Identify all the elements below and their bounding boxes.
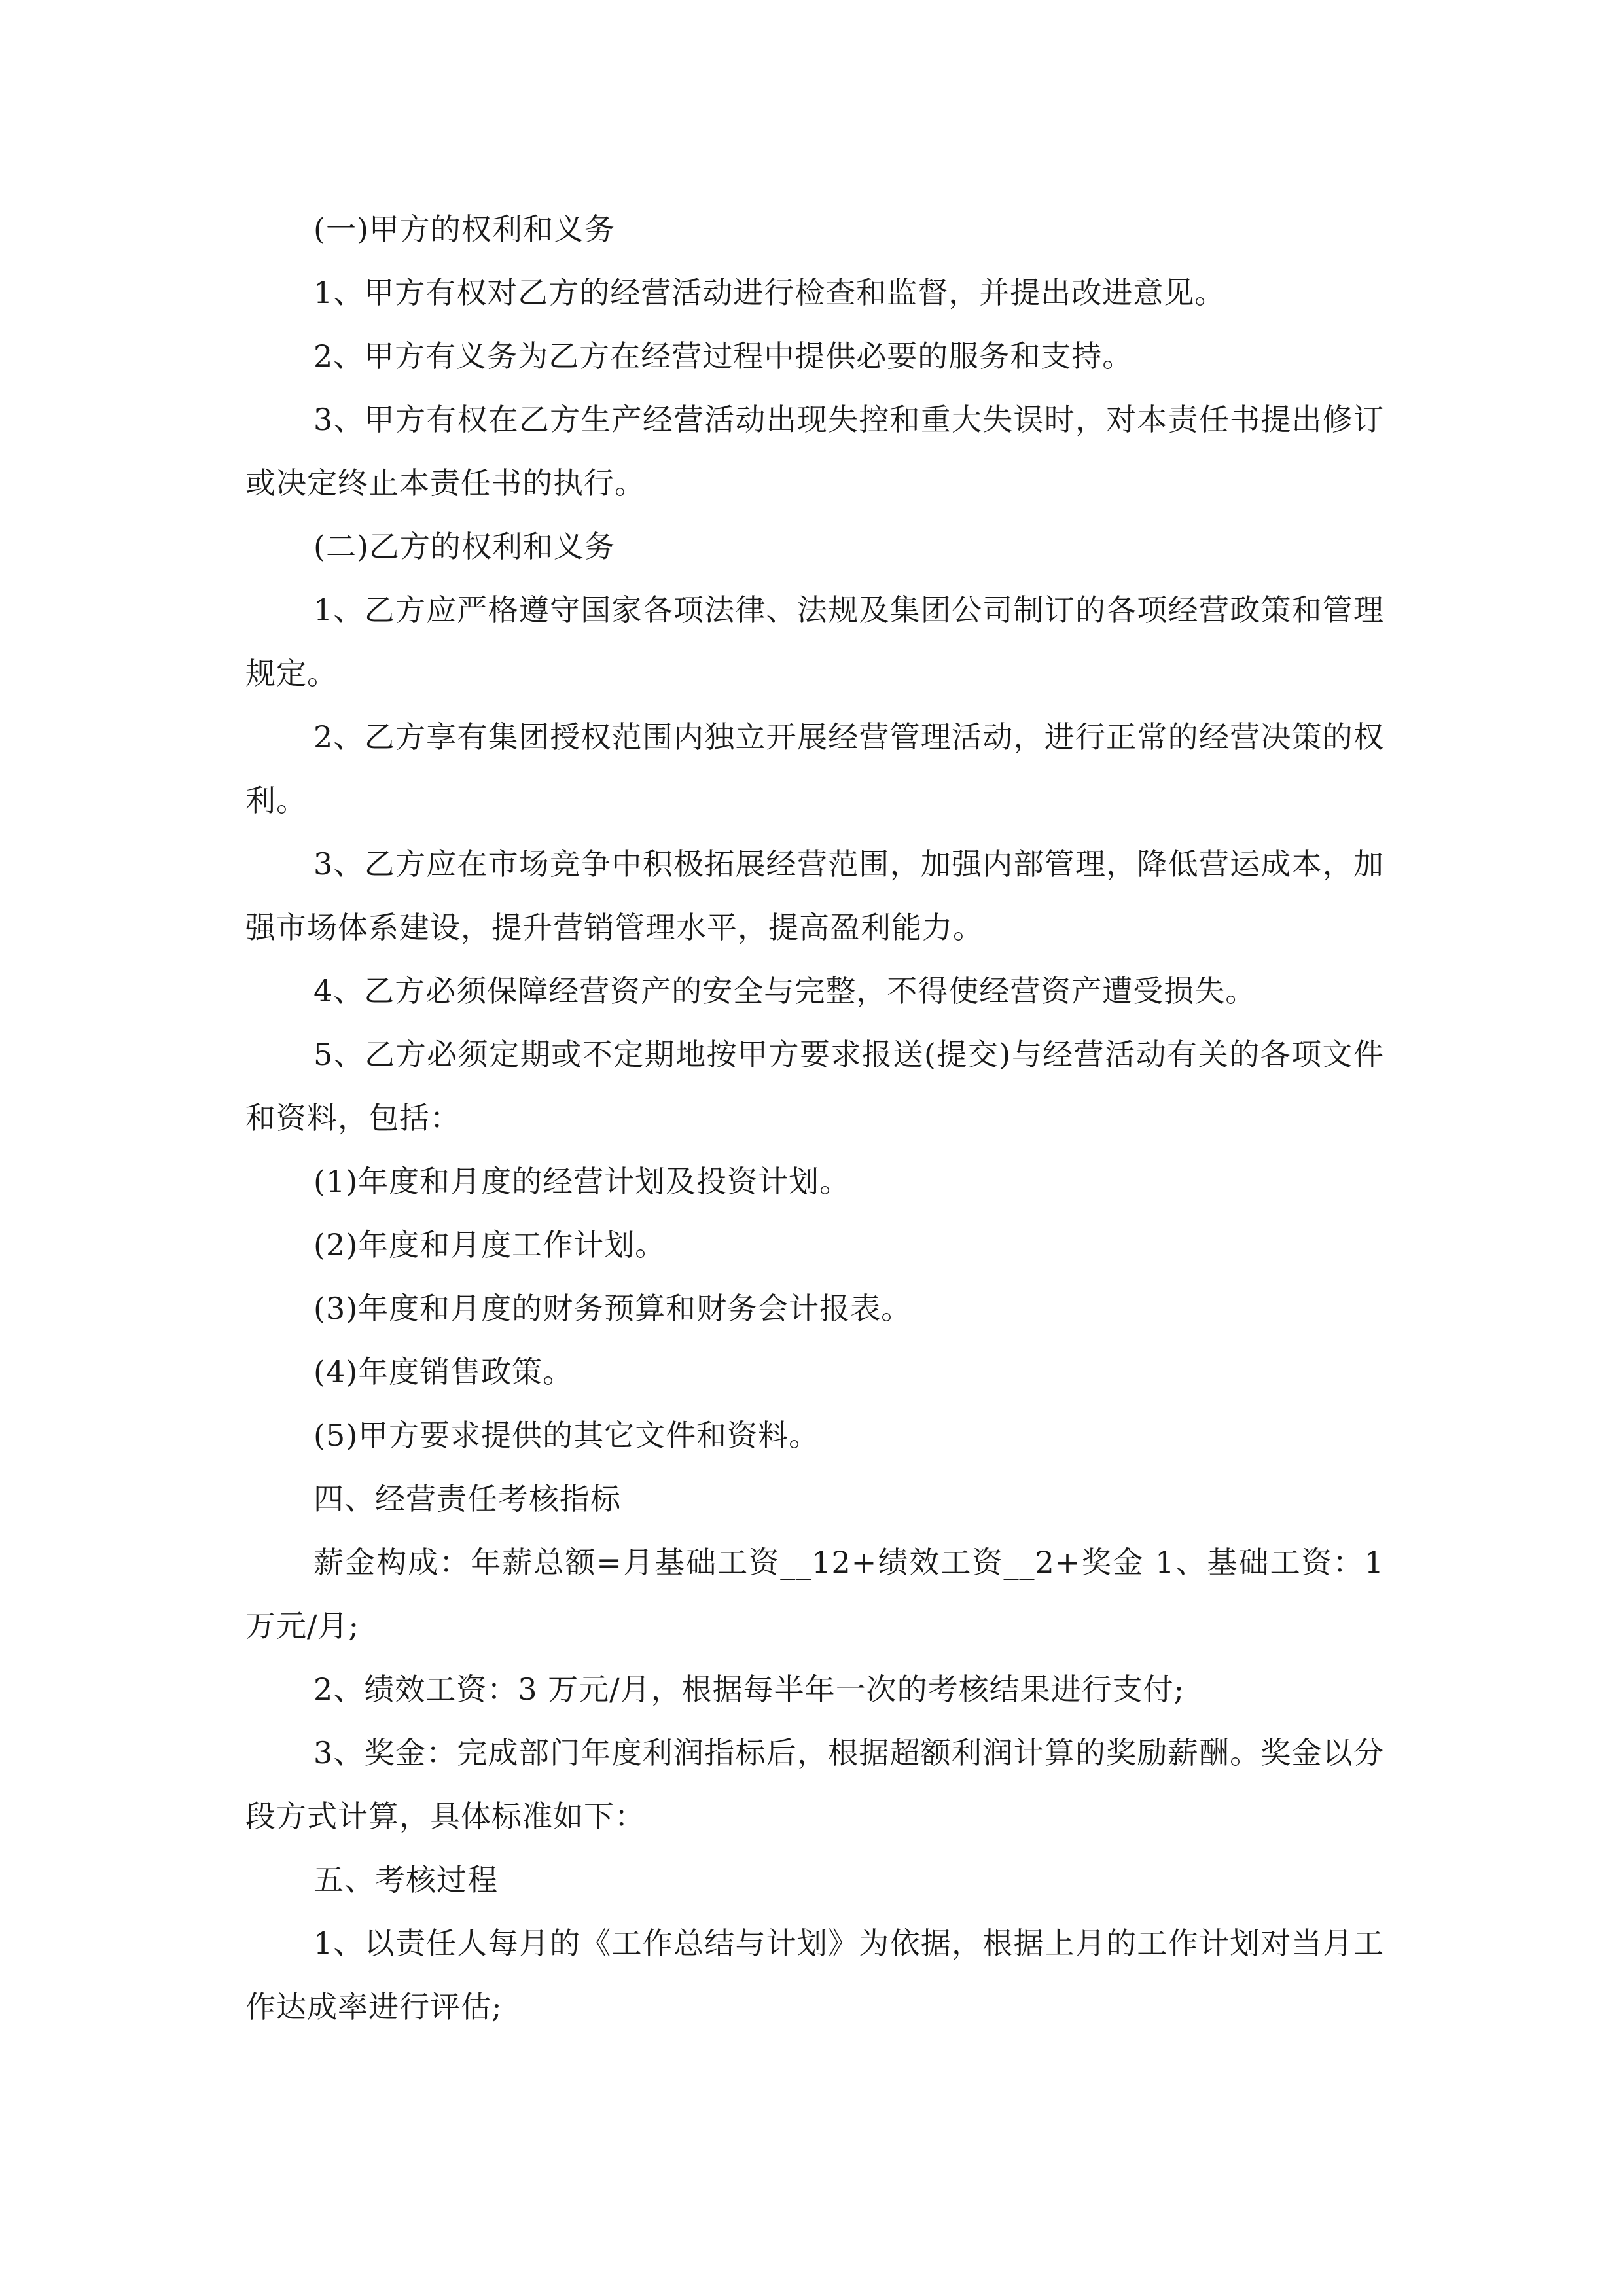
- paragraph-party-a-item-1: 1、甲方有权对乙方的经营活动进行检查和监督，并提出改进意见。: [313, 275, 1226, 310]
- list-item-5: (5)甲方要求提供的其它文件和资料。: [313, 1418, 820, 1453]
- paragraph-process-item-1: 1、以责任人每月的《工作总结与计划》为依据，根据上月的工作计划对当月工作达成率进行评估;: [245, 1926, 1384, 2024]
- section-heading-assessment-process: 五、考核过程: [313, 1862, 498, 1897]
- section-heading-assessment-indicators: 四、经营责任考核指标: [313, 1481, 621, 1516]
- paragraph-party-b-item-1: 1、乙方应严格遵守国家各项法律、法规及集团公司制订的各项经营政策和管理规定。: [245, 592, 1384, 691]
- list-item-1: (1)年度和月度的经营计划及投资计划。: [313, 1164, 851, 1199]
- list-item-4: (4)年度销售政策。: [313, 1354, 574, 1390]
- paragraph-party-b-item-3: 3、乙方应在市场竞争中积极拓展经营范围，加强内部管理，降低营运成本，加强市场体系建设，提升营销管理水平，提高盈利能力。: [245, 846, 1384, 945]
- section-heading-party-b: (二)乙方的权利和义务: [313, 529, 615, 564]
- paragraph-salary-structure: 薪金构成：年薪总额=月基础工资__12+绩效工资__2+奖金 1、基础工资：1 万元/月;: [245, 1545, 1384, 1643]
- paragraph-party-b-item-5: 5、乙方必须定期或不定期地按甲方要求报送(提交)与经营活动有关的各项文件和资料，包括：: [245, 1037, 1384, 1136]
- paragraph-party-b-item-4: 4、乙方必须保障经营资产的安全与完整，不得使经营资产遭受损失。: [313, 973, 1257, 1009]
- section-heading-party-a: (一)甲方的权利和义务: [313, 211, 615, 247]
- list-item-3: (3)年度和月度的财务预算和财务会计报表。: [313, 1291, 912, 1326]
- paragraph-performance-pay: 2、绩效工资：3 万元/月，根据每半年一次的考核结果进行支付;: [313, 1672, 1185, 1707]
- paragraph-party-a-item-2: 2、甲方有义务为乙方在经营过程中提供必要的服务和支持。: [313, 338, 1133, 374]
- paragraph-party-b-item-2: 2、乙方享有集团授权范围内独立开展经营管理活动，进行正常的经营决策的权利。: [245, 719, 1384, 818]
- list-item-2: (2)年度和月度工作计划。: [313, 1227, 666, 1263]
- paragraph-party-a-item-3: 3、甲方有权在乙方生产经营活动出现失控和重大失误时，对本责任书提出修订或决定终止本责任书的执行。: [245, 402, 1384, 501]
- paragraph-bonus: 3、奖金：完成部门年度利润指标后，根据超额利润计算的奖励薪酬。奖金以分段方式计算，具体标准如下：: [245, 1735, 1384, 1834]
